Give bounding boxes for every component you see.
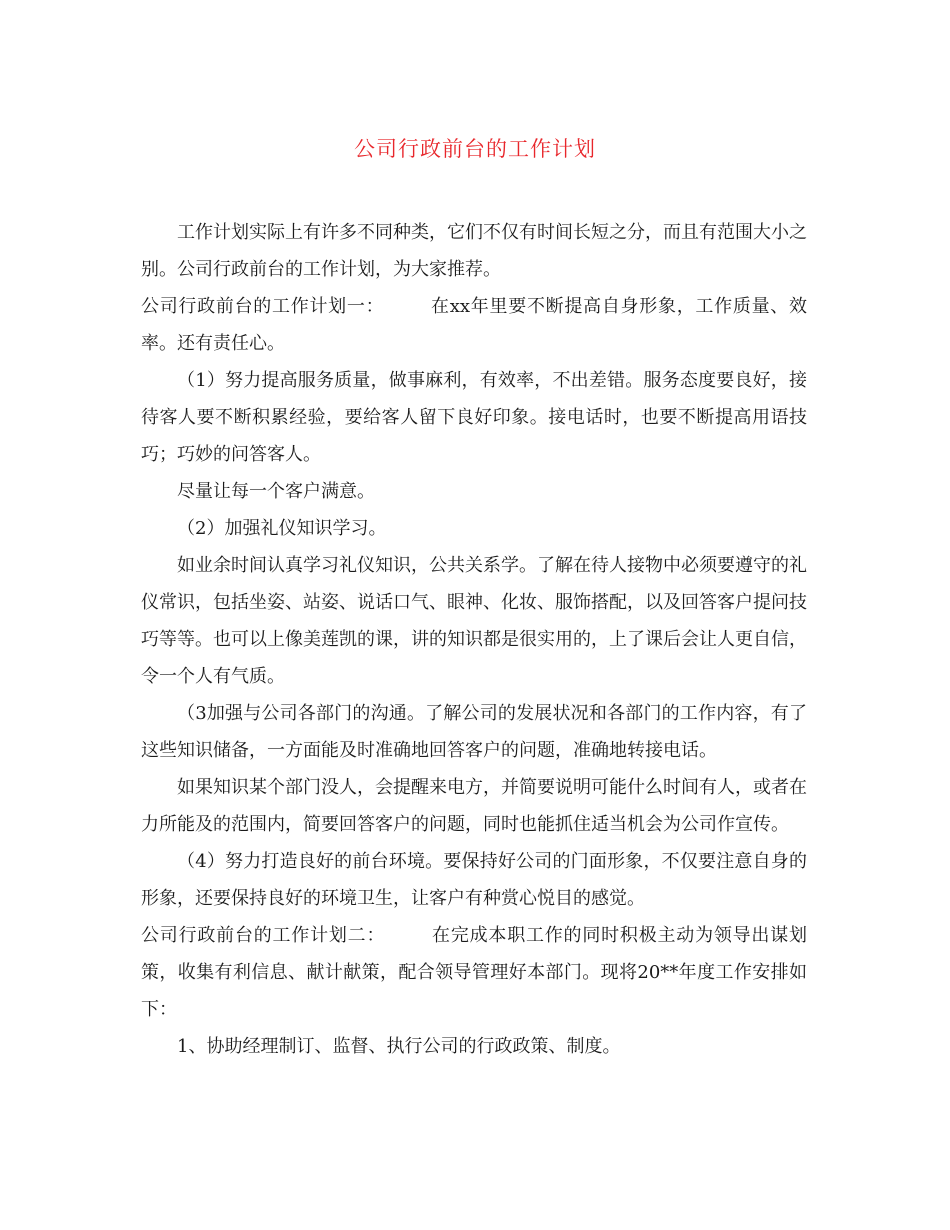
department-paragraph: 如果知识某个部门没人，会提醒来电方，并简要说明可能什么时间有人，或者在力所能及的范围内，简要回答客户的问题，同时也能抓住适当机会为公司作宣传。 (141, 777, 807, 835)
plan-one-label: 公司行政前台的工作计划一： (141, 296, 385, 317)
item-1-paragraph: （1）努力提高服务质量，做事麻利，有效率，不出差错。服务态度要良好，接待客人要不断积累经验，要给客人留下良好印象。接电话时，也要不断提高用语技巧；巧妙的问答客人。 (141, 370, 807, 465)
plan-one-text: 在xx年里要不断提高自身形象，工作质量、效率。还有责任心。 (141, 296, 808, 354)
etiquette-paragraph: 如业余时间认真学习礼仪知识，公共关系学。了解在待人接物中必须要遵守的礼仪常识，包括坐姿、站姿、说话口气、眼神、化妆、服饰搭配，以及回答客户提问技巧等等。也可以上像美莲凯的课，讲的知识都是很实用的，上了课后会让人更自信，令一个人有气质。 (141, 555, 807, 687)
document-title: 公司行政前台的工作计划 (354, 137, 596, 161)
plan-two-label: 公司行政前台的工作计划二： (141, 925, 386, 946)
plan-two-text: 在完成本职工作的同时积极主动为领导出谋划策，收集有利信息、献计献策，配合领导管理好本部门。现将20**年度工作安排如下： (141, 925, 808, 1020)
intro-paragraph: 工作计划实际上有许多不同种类，它们不仅有时间长短之分，而且有范围大小之别。公司行政前台的工作计划，为大家推荐。 (141, 222, 807, 280)
document-body (141, 214, 807, 1065)
item-2-heading: （2）加强礼仪知识学习。 (177, 518, 387, 539)
item-4-paragraph: （4）努力打造良好的前台环境。要保持好公司的门面形象，不仅要注意自身的形象，还要保持良好的环境卫生，让客户有种赏心悦目的感觉。 (141, 851, 807, 909)
plan-two-paragraph (141, 917, 807, 1028)
item-3-paragraph: （3加强与公司各部门的沟通。了解公司的发展状况和各部门的工作内容，有了这些知识储备，一方面能及时准确地回答客户的问题，准确地转接电话。 (141, 703, 807, 761)
plan-one-paragraph (141, 288, 807, 362)
list-item-1: 1、协助经理制订、监督、执行公司的行政政策、制度。 (177, 1036, 621, 1057)
satisfaction-paragraph: 尽量让每一个客户满意。 (177, 481, 375, 502)
